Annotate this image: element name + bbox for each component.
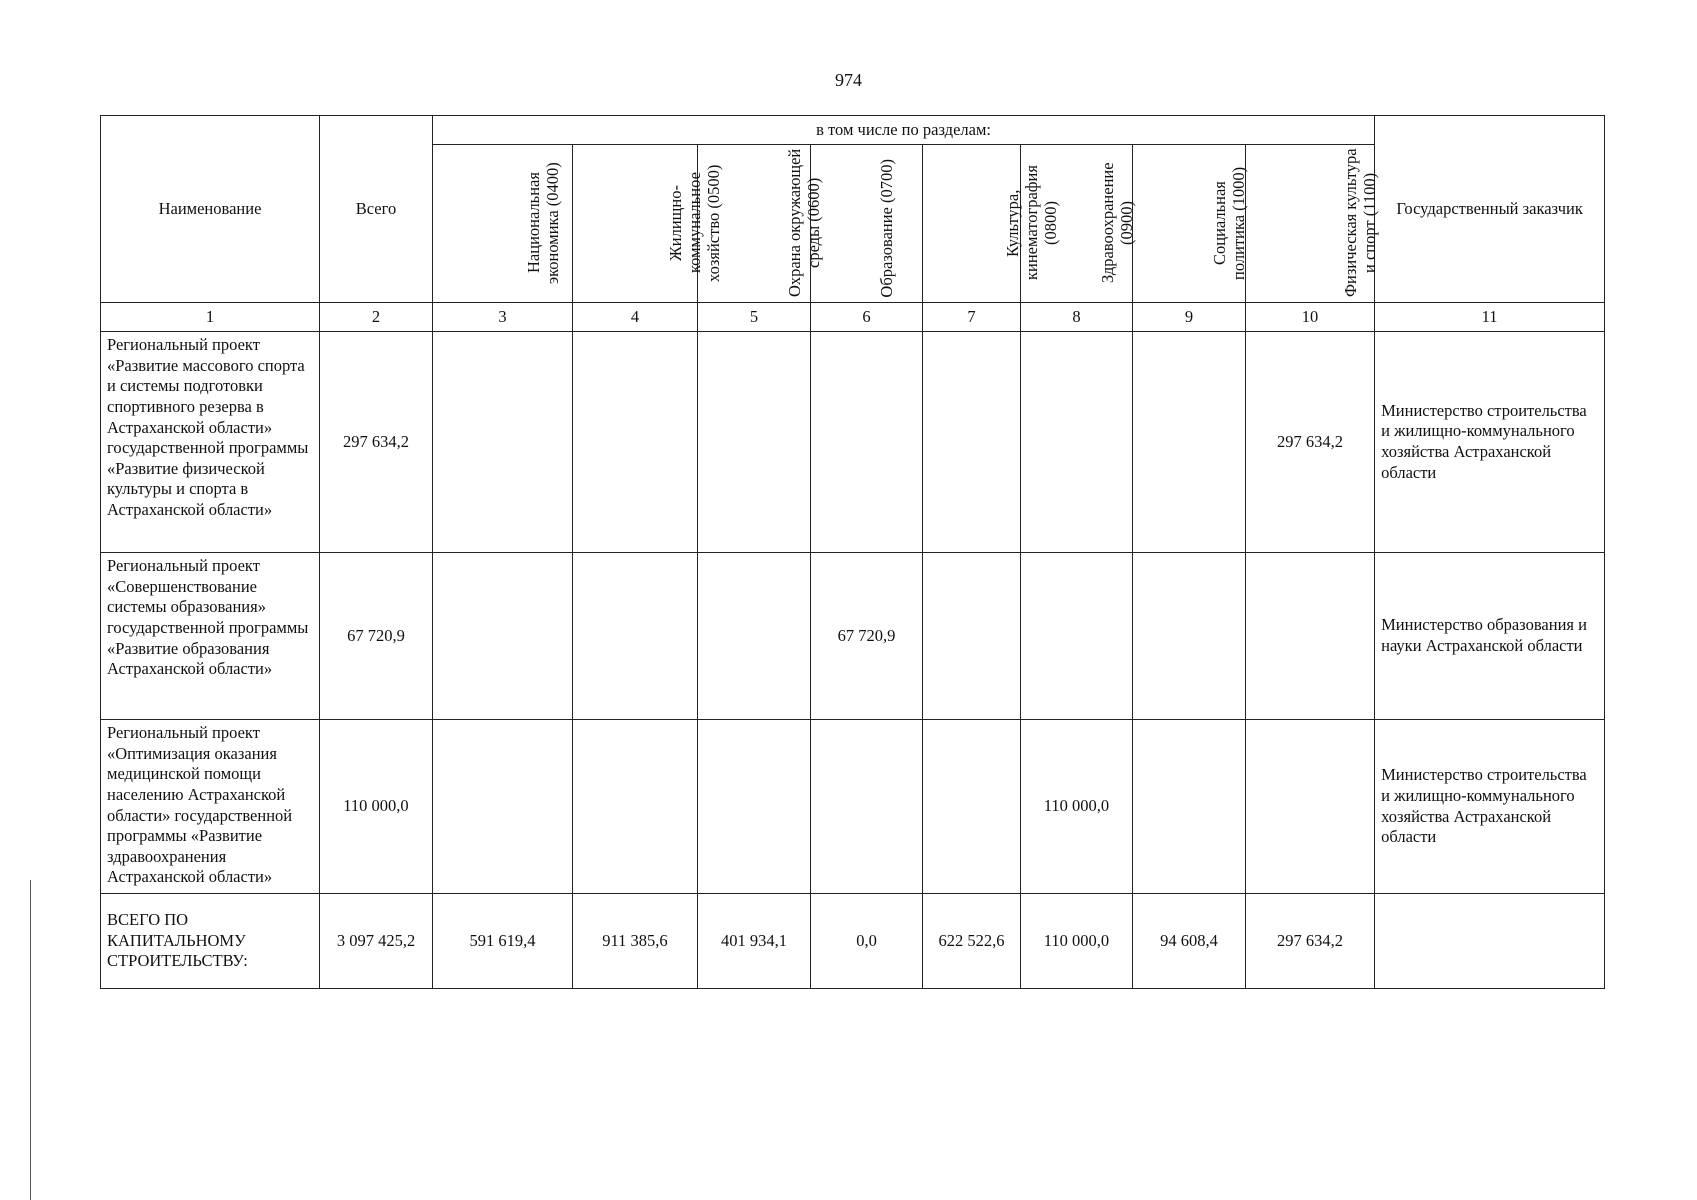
column-number: 11 [1375, 303, 1605, 332]
header-name: Наименование [101, 116, 320, 303]
column-number: 8 [1021, 303, 1133, 332]
header-section-0400-label: Национальная экономика (0400) [523, 162, 562, 284]
totals-total: 3 097 425,2 [320, 894, 433, 989]
totals-value-0800: 622 522,6 [923, 894, 1021, 989]
header-section-0600-label: Охрана окружающей среды (0600) [785, 148, 823, 298]
column-number: 3 [433, 303, 573, 332]
header-section-0900-label: Здравоохранение (0900) [1097, 162, 1136, 284]
column-number: 4 [573, 303, 698, 332]
header-section-0800 [923, 145, 1060, 303]
row-value-0800 [923, 720, 1021, 894]
header-section-1000-label: Социальная политика (1000) [1210, 166, 1248, 280]
row-customer: Министерство образования и науки Астраханской области [1375, 553, 1605, 720]
row-value-0700: 67 720,9 [811, 553, 923, 720]
row-value-0500 [573, 332, 698, 553]
header-section-1100-label: Физическая культура и спорт (1100) [1341, 148, 1380, 298]
header-section-0800-label: Культура, кинематография (0800) [1002, 165, 1060, 281]
column-number: 2 [320, 303, 433, 332]
row-value-0800 [923, 332, 1021, 553]
header-total: Всего [320, 116, 433, 303]
header-section-0400 [433, 145, 573, 303]
totals-value-1100: 297 634,2 [1246, 894, 1375, 989]
row-value-0400 [433, 720, 573, 894]
row-total: 110 000,0 [320, 720, 433, 894]
capital-construction-table [100, 115, 1605, 989]
totals-customer [1375, 894, 1605, 989]
row-customer: Министерство строительства и жилищно-коммунального хозяйства Астраханской области [1375, 332, 1605, 553]
header-section-0600 [698, 145, 823, 303]
row-value-0600 [698, 553, 811, 720]
row-value-0900 [1021, 332, 1133, 553]
totals-value-0900: 110 000,0 [1021, 894, 1133, 989]
header-section-0700 [811, 145, 923, 303]
row-name: Региональный проект «Совершенствование системы образования» государственной программы «Развитие образования Астраханской области» [101, 553, 320, 720]
row-value-0600 [698, 332, 811, 553]
header-row-top [101, 116, 1605, 145]
row-value-1100 [1246, 720, 1375, 894]
totals-row [101, 894, 1605, 989]
row-value-0500 [573, 553, 698, 720]
column-number: 1 [101, 303, 320, 332]
header-section-1100 [1246, 145, 1380, 303]
row-value-1100: 297 634,2 [1246, 332, 1375, 553]
header-section-0500 [573, 145, 723, 303]
header-customer: Государственный заказчик [1375, 116, 1605, 303]
row-total: 297 634,2 [320, 332, 433, 553]
row-customer: Министерство строительства и жилищно-коммунального хозяйства Астраханской области [1375, 720, 1605, 894]
row-value-0800 [923, 553, 1021, 720]
totals-value-0500: 911 385,6 [573, 894, 698, 989]
row-value-1000 [1133, 720, 1246, 894]
row-total: 67 720,9 [320, 553, 433, 720]
totals-label: ВСЕГО ПО КАПИТАЛЬНОМУ СТРОИТЕЛЬСТВУ: [101, 894, 320, 989]
totals-value-0400: 591 619,4 [433, 894, 573, 989]
column-number: 7 [923, 303, 1021, 332]
page-number: 974 [835, 70, 862, 90]
row-value-1100 [1246, 553, 1375, 720]
table-row [101, 720, 1605, 894]
row-value-1000 [1133, 332, 1246, 553]
column-number-row [101, 303, 1605, 332]
row-value-0900 [1021, 553, 1133, 720]
row-value-0500 [573, 720, 698, 894]
row-value-0900: 110 000,0 [1021, 720, 1133, 894]
row-value-0600 [698, 720, 811, 894]
column-number: 10 [1246, 303, 1375, 332]
column-number: 6 [811, 303, 923, 332]
totals-value-1000: 94 608,4 [1133, 894, 1246, 989]
table-row [101, 553, 1605, 720]
row-value-1000 [1133, 553, 1246, 720]
header-sections-group: в том числе по разделам: [433, 116, 1375, 145]
row-value-0400 [433, 332, 573, 553]
table-row [101, 332, 1605, 553]
column-number: 9 [1133, 303, 1246, 332]
row-value-0700 [811, 332, 923, 553]
column-number: 5 [698, 303, 811, 332]
binding-line [30, 880, 31, 1200]
header-section-1000 [1133, 145, 1246, 303]
header-section-0700-label: Образование (0700) [876, 159, 896, 298]
row-name: Региональный проект «Развитие массового спорта и системы подготовки спортивного резерва в Астраханской области» государственной программы «Развитие физической культуры и спорта в Астраханской области» [101, 332, 320, 553]
totals-value-0600: 401 934,1 [698, 894, 811, 989]
row-name: Региональный проект «Оптимизация оказания медицинской помощи населению Астраханской области» государственной программы «Развитие здравоохранения Астраханской области» [101, 720, 320, 894]
totals-value-0700: 0,0 [811, 894, 923, 989]
header-section-0500-label: Жилищно-коммунальное хозяйство (0500) [666, 164, 723, 282]
row-value-0400 [433, 553, 573, 720]
header-section-0900 [1021, 145, 1136, 303]
row-value-0700 [811, 720, 923, 894]
